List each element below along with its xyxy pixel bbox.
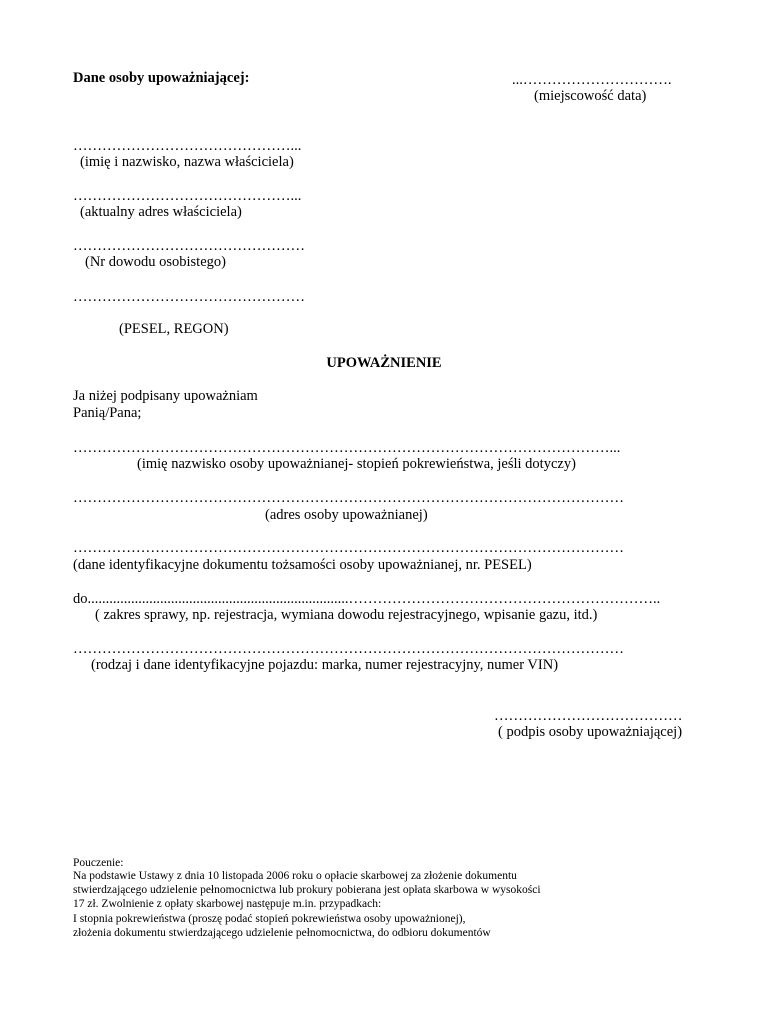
notice-line-2: stwierdzającego udzielenie pełnomocnictwa lub prokury pobierana jest opłata skarbowa w wysokości	[73, 884, 541, 896]
place-date-label: (miejscowość data)	[534, 88, 647, 104]
grantor-name-label: (imię i nazwisko, nazwa właściciela)	[80, 154, 294, 170]
signature-label: ( podpis osoby upoważniającej)	[498, 724, 683, 740]
proxy-address-dots[interactable]: ……………………………………………………………………………………………………	[73, 490, 624, 506]
proxy-name-label: (imię nazwisko osoby upoważnianej- stopień pokrewieństwa, jeśli dotyczy)	[137, 456, 576, 472]
proxy-name-dots[interactable]: …………………………………………………………………………………………………...	[73, 440, 621, 456]
notice-line-4: I stopnia pokrewieństwa (proszę podać stopień pokrewieństwa osoby upoważnionej),	[73, 913, 466, 925]
document-title: UPOWAŻNIENIE	[326, 355, 442, 371]
grantor-pesel-label: (PESEL, REGON)	[119, 321, 229, 337]
scope-label: ( zakres sprawy, np. rejestracja, wymiana dowodu rejestracyjnego, wpisanie gazu, itd.)	[95, 607, 598, 623]
proxy-id-label: (dane identyfikacyjne dokumentu tożsamości osoby upoważnianej, nr. PESEL)	[73, 557, 532, 573]
intro-line-2: Panią/Pana;	[73, 405, 142, 421]
notice-line-1: Na podstawie Ustawy z dnia 10 listopada 2006 roku o opłacie skarbowej za złożenie dokumentu	[73, 870, 517, 882]
intro-line-1: Ja niżej podpisany upoważniam	[73, 388, 258, 404]
proxy-address-label: (adres osoby upoważnianej)	[265, 507, 428, 523]
notice-line-5: złożenia dokumentu stwierdzającego udzielenie pełnomocnictwa, do odbioru dokumentów	[73, 927, 491, 939]
signature-dots[interactable]: …………………………………	[494, 708, 683, 724]
scope-dots[interactable]: do........................................................................………………………………………………………..	[73, 591, 661, 607]
vehicle-label: (rodzaj i dane identyfikacyjne pojazdu: marka, numer rejestracyjny, numer VIN)	[91, 657, 559, 673]
grantor-address-label: (aktualny adres właściciela)	[80, 204, 242, 220]
vehicle-dots[interactable]: ……………………………………………………………………………………………………	[73, 641, 624, 657]
grantor-id-label: (Nr dowodu osobistego)	[85, 254, 226, 270]
notice-heading: Pouczenie:	[73, 857, 124, 869]
grantor-id-dots[interactable]: …………………………………………	[73, 238, 305, 254]
grantor-name-dots[interactable]: ………………………………………...	[73, 138, 302, 154]
grantor-address-dots[interactable]: ………………………………………...	[73, 188, 302, 204]
notice-line-3: 17 zł. Zwolnienie z opłaty skarbowej następuje m.in. przypadkach:	[73, 898, 382, 910]
grantor-pesel-dots[interactable]: …………………………………………	[73, 289, 305, 305]
proxy-id-dots[interactable]: ……………………………………………………………………………………………………	[73, 540, 624, 556]
grantor-heading: Dane osoby upoważniającej:	[73, 70, 250, 86]
place-date-dots[interactable]: ...………………………….	[512, 72, 672, 88]
